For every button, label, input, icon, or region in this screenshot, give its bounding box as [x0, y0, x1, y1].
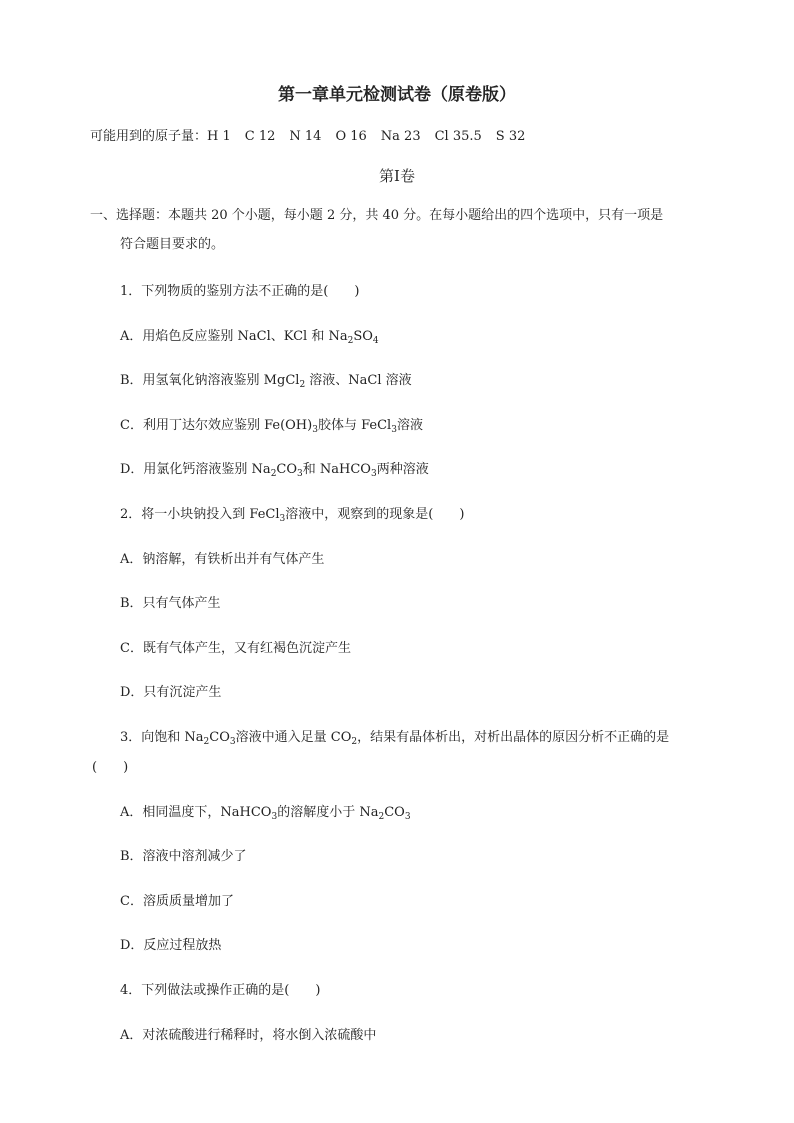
- volume-heading: 第Ⅰ卷: [379, 167, 415, 185]
- section-instructions-cont: 符合题目要求的。: [120, 237, 225, 252]
- atomic-masses-label: 可能用到的原子量：: [90, 129, 208, 144]
- atomic-mass-item: C 12: [244, 129, 276, 144]
- question-4-stem: 4．下列做法或操作正确的是( ): [120, 983, 321, 998]
- atomic-mass-item: O 16: [335, 129, 367, 144]
- question-3-option-a: A．相同温度下，NaHCO$_3$的溶解度小于 $Na_2CO_3$: [120, 805, 411, 822]
- section-instructions: 一、选择题：本题共 20 个小题，每小题 2 分，共 40 分。在每小题给出的四个选项中，只有一项是: [90, 208, 664, 223]
- question-2-option-b: B．只有气体产生: [120, 596, 221, 611]
- question-2-stem: 2．将一小块钠投入到 FeCl$_3$溶液中，观察到的现象是( ): [120, 507, 465, 524]
- question-4-option-a: A．对浓硫酸进行稀释时，将水倒入浓硫酸中: [120, 1028, 377, 1043]
- atomic-mass-item: S 32: [495, 129, 526, 144]
- question-1-option-a: A．用焰色反应鉴别 NaCl、KCl 和 $Na_2SO_4$: [120, 329, 379, 346]
- question-1-option-d: D．用氯化钙溶液鉴别 $Na_2CO_3$和 NaHCO$_3$两种溶液: [120, 462, 429, 479]
- question-3-option-b: B．溶液中溶剂减少了: [120, 849, 247, 864]
- question-1-option-b: B．用氢氧化钠溶液鉴别 MgCl$_2$ 溶液、NaCl 溶液: [120, 373, 412, 390]
- question-3-option-d: D．反应过程放热: [120, 938, 222, 953]
- question-3-option-c: C．溶质质量增加了: [120, 894, 234, 909]
- atomic-mass-item: H 1: [207, 129, 231, 144]
- question-1-stem: 1．下列物质的鉴别方法不正确的是( ): [120, 284, 360, 299]
- question-2-option-c: C．既有气体产生，又有红褐色沉淀产生: [120, 641, 351, 656]
- question-2-option-a: A．钠溶解，有铁析出并有气体产生: [120, 552, 325, 567]
- question-2-option-d: D．只有沉淀产生: [120, 685, 222, 700]
- question-3-stem: 3．向饱和 $Na_2CO_3$溶液中通入足量 $CO_2$，结果有晶体析出，对析出晶体的原因分析不正确的是: [120, 730, 670, 747]
- atomic-masses: [90, 128, 539, 146]
- atomic-mass-item: Cl 35.5: [434, 129, 482, 144]
- question-1-option-c: C．利用丁达尔效应鉴别 $Fe(OH)_3$胶体与 FeCl$_3$溶液: [120, 418, 423, 435]
- atomic-mass-item: N 14: [289, 129, 322, 144]
- atomic-mass-item: Na 23: [380, 129, 421, 144]
- question-3-stem-cont: ( ): [92, 760, 129, 775]
- page-title: 第一章单元检测试卷（原卷版）: [278, 85, 516, 105]
